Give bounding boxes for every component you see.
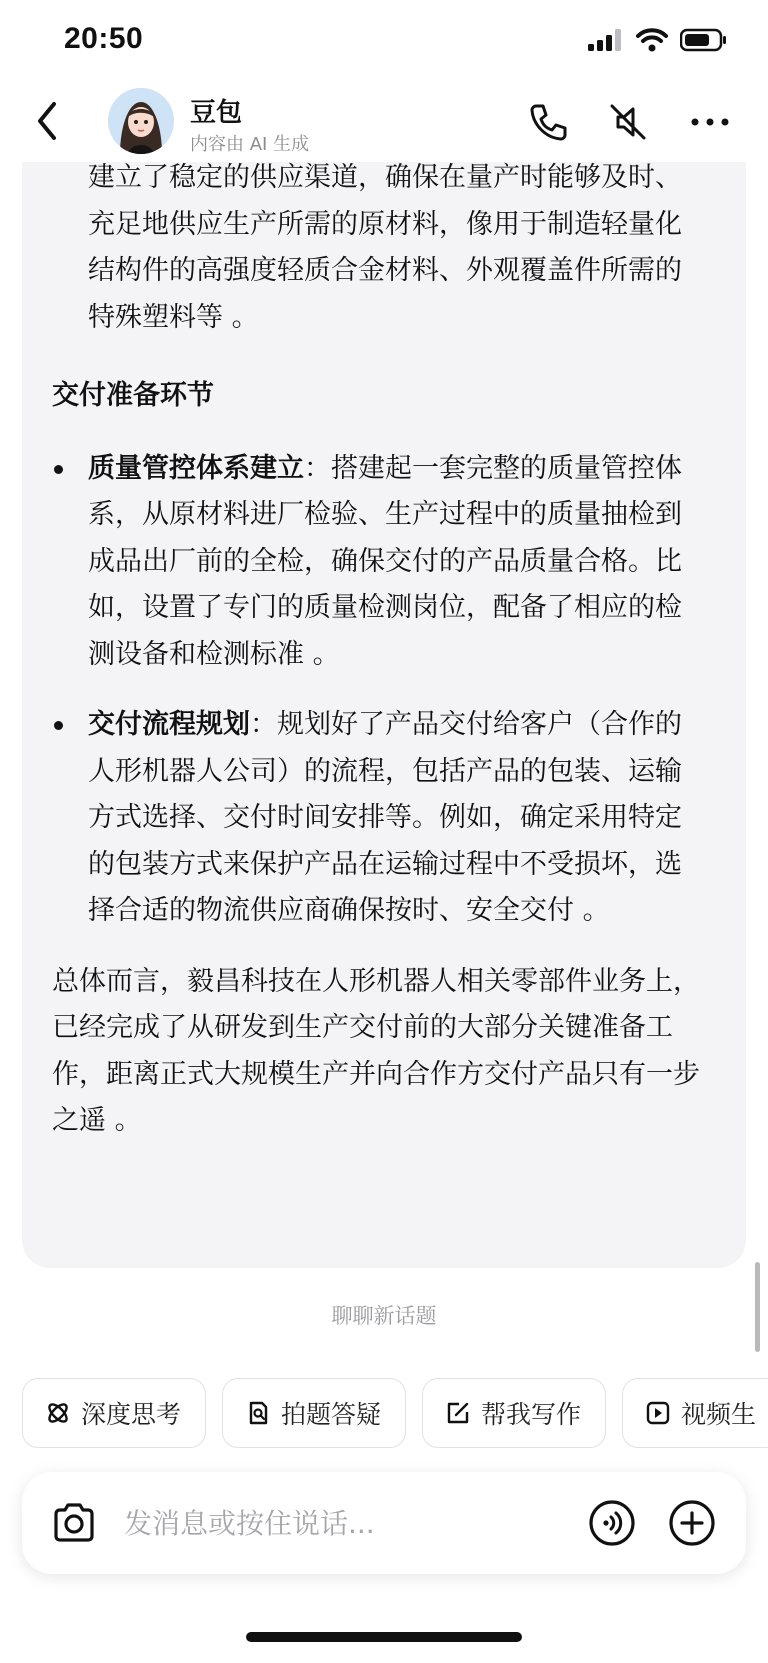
message-paragraph: 建立了稳定的供应渠道，确保在量产时能够及时、充足地供应生产所需的原材料，像用于制造轻量化结构件的高强度轻质合金材料、外观覆盖件所需的特殊塑料等 。 bbox=[88, 162, 682, 333]
phone-call-icon[interactable] bbox=[526, 100, 570, 144]
chip-label: 深度思考 bbox=[81, 1400, 182, 1429]
signal-icon bbox=[588, 29, 624, 51]
section-heading: 交付准备环节 bbox=[52, 380, 214, 411]
plus-icon[interactable] bbox=[668, 1499, 716, 1547]
chip-help-write[interactable] bbox=[422, 1378, 606, 1448]
status-time: 20:50 bbox=[64, 22, 144, 55]
list-item-text: ：搭建起一套完整的质量管控体系，从原材料进厂检验、生产过程中的质量抽检到成品出厂前的全检，确保交付的产品质量合格。比如，设置了专门的质量检测岗位，配备了相应的检测设备和检测标准 。 bbox=[88, 452, 682, 670]
chip-label: 帮我写作 bbox=[481, 1400, 582, 1429]
battery-icon bbox=[680, 28, 728, 52]
back-button[interactable] bbox=[30, 98, 66, 144]
camera-icon[interactable] bbox=[50, 1500, 98, 1546]
bot-avatar[interactable] bbox=[108, 88, 174, 154]
bullet-icon bbox=[54, 721, 63, 730]
message-content bbox=[52, 155, 702, 1145]
bot-name: 豆包 bbox=[190, 98, 243, 128]
deep-think-icon bbox=[45, 1400, 71, 1426]
chip-label: 视频生 bbox=[681, 1400, 757, 1429]
photo-question-icon bbox=[245, 1400, 271, 1426]
list-item-text: ：规划好了产品交付给客户（合作的人形机器人公司）的流程，包括产品的包装、运输方式选择、交付时间安排等。例如，确定采用特定的包装方式来保护产品在运输过程中不受损坏，选择合适的物流供应商确保按时、安全交付 。 bbox=[88, 709, 682, 926]
voice-input-icon[interactable] bbox=[588, 1499, 636, 1547]
bullet-icon bbox=[54, 465, 63, 474]
list-item bbox=[52, 446, 702, 679]
new-topic-link[interactable]: 聊聊新话题 bbox=[331, 1304, 437, 1328]
more-icon[interactable] bbox=[688, 100, 732, 144]
chip-video[interactable] bbox=[622, 1378, 768, 1448]
list-item-title: 交付流程规划 bbox=[88, 709, 250, 740]
home-indicator bbox=[246, 1632, 522, 1642]
chip-photo-question[interactable] bbox=[222, 1378, 406, 1448]
avatar-illustration-icon bbox=[108, 88, 174, 154]
video-icon bbox=[645, 1400, 671, 1426]
status-icons bbox=[588, 28, 728, 52]
status-bar bbox=[0, 0, 768, 80]
chat-header bbox=[0, 80, 768, 162]
list-item bbox=[52, 702, 702, 935]
summary-paragraph: 总体而言，毅昌科技在人形机器人相关零部件业务上，已经完成了从研发到生产交付前的大部分关键准备工作，距离正式大规模生产并向合作方交付产品只有一步之遥 。 bbox=[52, 965, 700, 1136]
wifi-icon bbox=[636, 28, 668, 52]
message-input-bar bbox=[22, 1472, 746, 1574]
chip-deep-think[interactable] bbox=[22, 1378, 206, 1448]
chip-label: 拍题答疑 bbox=[281, 1400, 382, 1429]
bullet-list bbox=[52, 446, 702, 935]
list-item-title: 质量管控体系建立 bbox=[88, 452, 304, 484]
edit-icon bbox=[445, 1400, 471, 1426]
ai-generated-notice: 内容由 AI 生成 bbox=[190, 134, 310, 155]
suggestion-chips bbox=[22, 1378, 768, 1448]
speaker-mute-icon[interactable] bbox=[606, 100, 650, 144]
message-input[interactable] bbox=[122, 1498, 542, 1548]
